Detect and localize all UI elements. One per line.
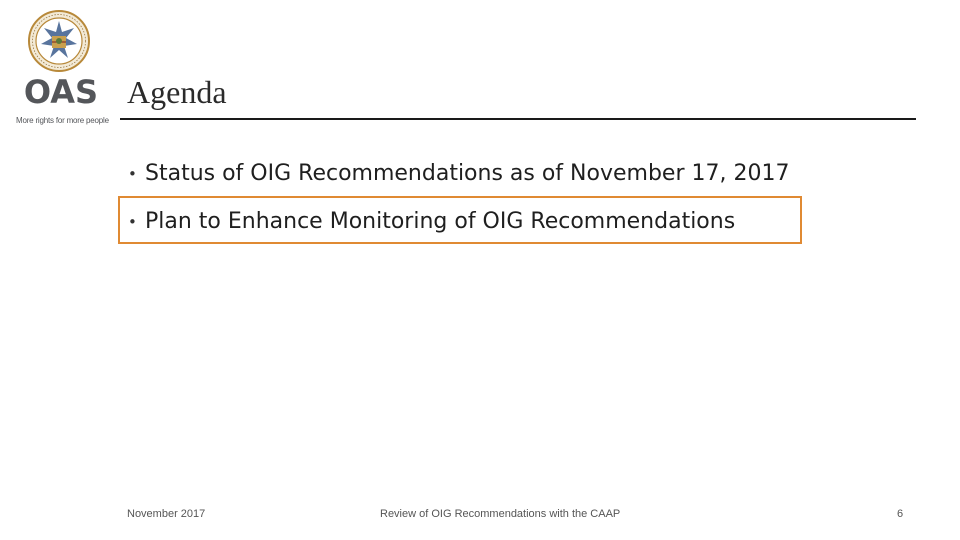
title-divider: [120, 118, 916, 120]
page-number: 6: [897, 508, 904, 520]
oas-logo: [14, 8, 109, 128]
bullet-icon: •: [128, 213, 137, 231]
highlight-frame: [118, 196, 802, 244]
footer-title: Review of OIG Recommendations with the CAAP: [380, 508, 621, 520]
slide-title: Agenda: [127, 74, 227, 110]
footer-date: November 2017: [127, 508, 206, 520]
agenda-item-text: Status of OIG Recommendations as of November 17, 2017: [145, 161, 790, 186]
logo-tagline: More rights for more people: [16, 116, 109, 125]
logo-wordmark: OAS: [23, 73, 99, 111]
bullet-icon: •: [128, 165, 137, 183]
oas-seal-icon: [14, 8, 104, 74]
agenda-item-text: Plan to Enhance Monitoring of OIG Recommendations: [145, 209, 736, 234]
